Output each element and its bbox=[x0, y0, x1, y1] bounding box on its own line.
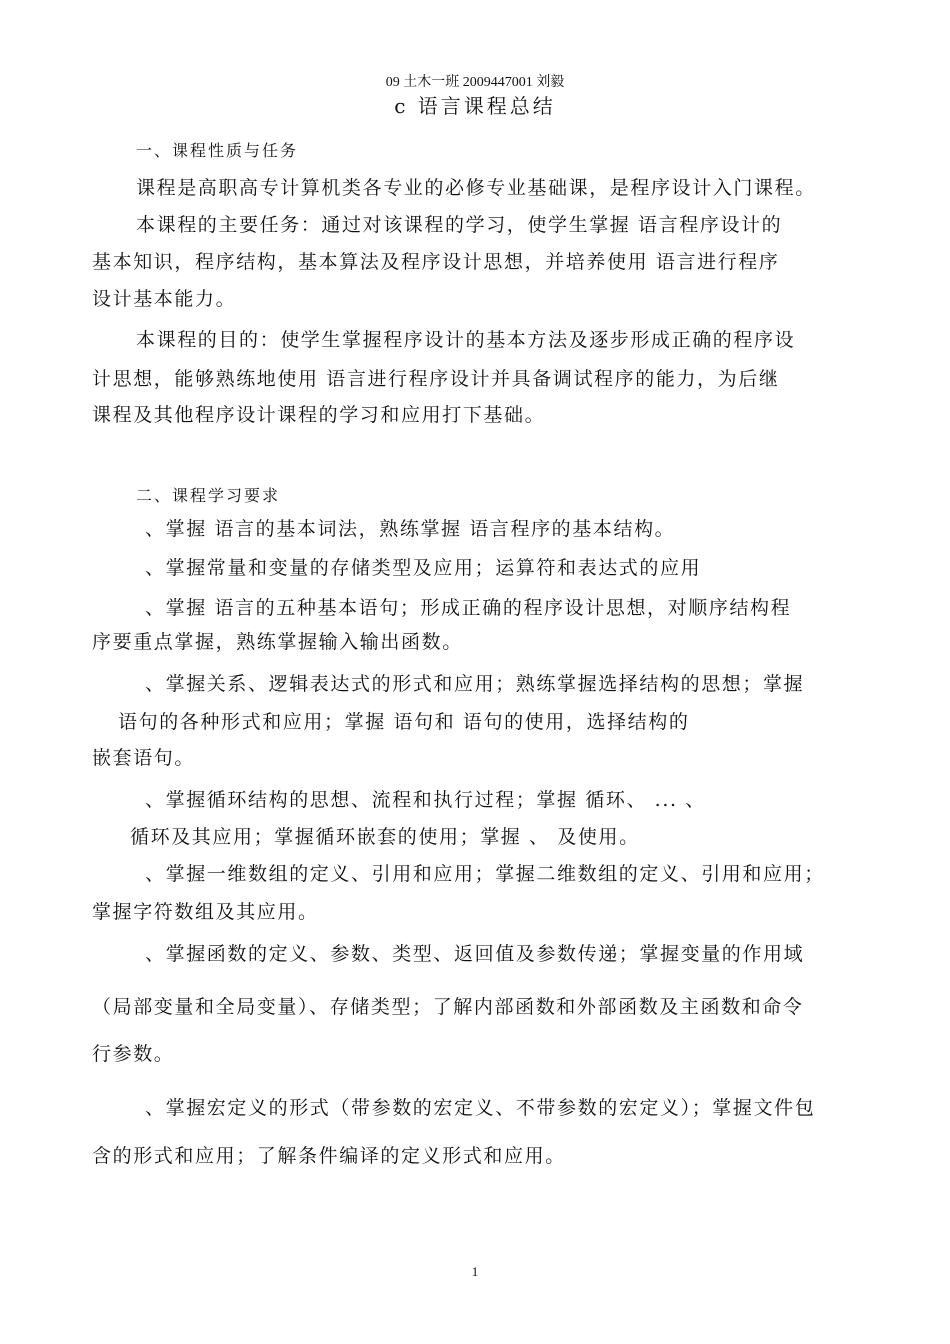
paragraph-line: 设计基本能力。 bbox=[92, 288, 237, 310]
list-item-line: 、掌握关系、逻辑表达式的形式和应用；熟练掌握选择结构的思想；掌握 bbox=[145, 673, 805, 695]
paragraph-line: 本课程的目的：使学生掌握程序设计的基本方法及逐步形成正确的程序设 bbox=[136, 329, 796, 351]
list-item-line: 、掌握 语言的基本词法，熟练掌握 语言程序的基本结构。 bbox=[145, 518, 676, 540]
list-item-line: （局部变量和全局变量）、存储类型；了解内部函数和外部函数及主函数和命令 bbox=[92, 996, 804, 1018]
list-item-line: 、掌握 语言的五种基本语句；形成正确的程序设计思想，对顺序结构程 bbox=[145, 597, 792, 619]
paragraph-line: 课程及其他程序设计课程的学习和应用打下基础。 bbox=[92, 404, 546, 426]
paragraph-line: 课程是高职高专计算机类各专业的必修专业基础课，是程序设计入门课程。 bbox=[136, 177, 816, 199]
list-item-line: 掌握字符数组及其应用。 bbox=[92, 901, 319, 923]
page-header: 09 土木一班 2009447001 刘毅 bbox=[385, 75, 565, 90]
list-item-line: 嵌套语句。 bbox=[92, 747, 196, 769]
list-item-line: 含的形式和应用；了解条件编译的定义形式和应用。 bbox=[92, 1145, 566, 1167]
list-item-line: 、掌握常量和变量的存储类型及应用；运算符和表达式的应用 bbox=[145, 557, 702, 579]
list-item-line: 序要重点掌握，熟练掌握输入输出函数。 bbox=[92, 631, 463, 653]
list-item-line: 行参数。 bbox=[92, 1043, 175, 1065]
paragraph-line: 基本知识，程序结构，基本算法及程序设计思想，并培养使用 语言进行程序 bbox=[92, 251, 780, 273]
page-number: 1 bbox=[471, 1264, 479, 1279]
list-item-line: 语句的各种形式和应用；掌握 语句和 语句的使用，选择结构的 bbox=[118, 711, 690, 733]
list-item-line: 、掌握宏定义的形式（带参数的宏定义、不带参数的宏定义）；掌握文件包 bbox=[145, 1097, 816, 1119]
paragraph-line: 本课程的主要任务：通过对该课程的学习，使学生掌握 语言程序设计的 bbox=[136, 214, 783, 236]
paragraph-line: 计思想，能够熟练地使用 语言进行程序设计并具备调试程序的能力，为后继 bbox=[92, 368, 780, 390]
section-heading-course-nature: 一、课程性质与任务 bbox=[136, 141, 299, 160]
document-title: c 语言课程总结 bbox=[394, 94, 556, 118]
section-heading-learning-requirements: 二、课程学习要求 bbox=[136, 486, 281, 505]
list-item-line: 、掌握函数的定义、参数、类型、返回值及参数传递；掌握变量的作用域 bbox=[145, 943, 805, 965]
list-item-line: 、掌握一维数组的定义、引用和应用；掌握二维数组的定义、引用和应用； bbox=[145, 863, 825, 885]
list-item-line: 循环及其应用；掌握循环嵌套的使用；掌握 、 及使用。 bbox=[130, 826, 640, 848]
list-item-line: 、掌握循环结构的思想、流程和执行过程；掌握 循环、 ... 、 bbox=[145, 789, 706, 811]
